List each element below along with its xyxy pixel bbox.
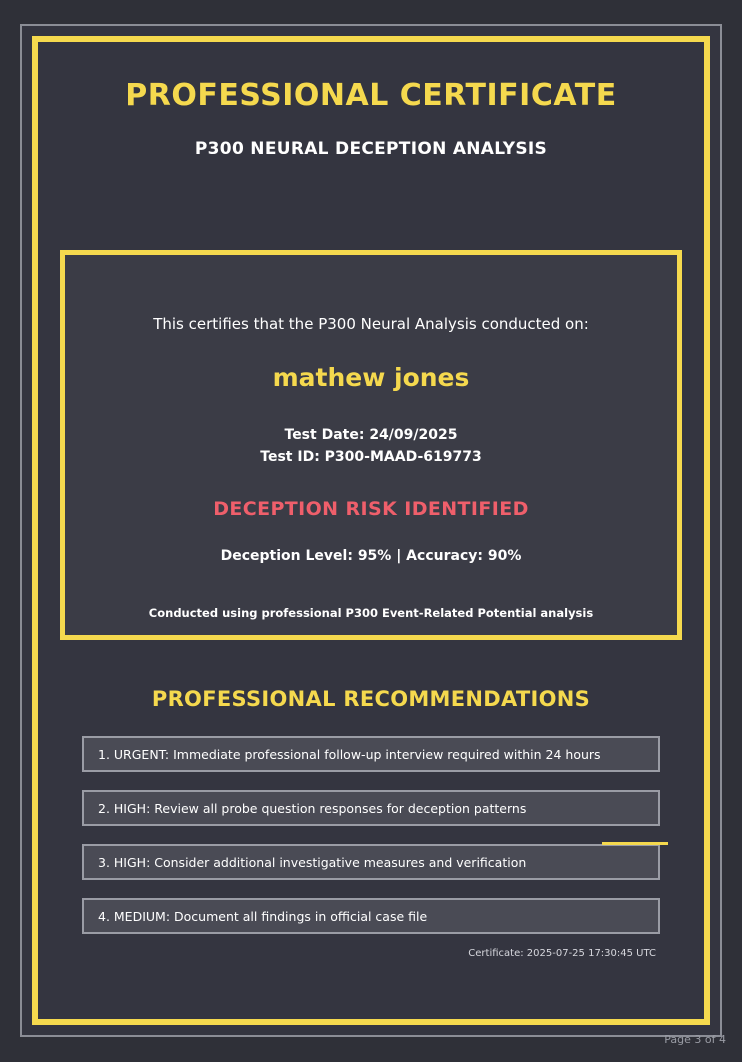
test-meta — [65, 424, 677, 468]
certificate-stamp: Certificate: 2025-07-25 17:30:45 UTC — [468, 948, 656, 959]
risk-banner: DECEPTION RISK IDENTIFIED — [213, 498, 529, 520]
certificate-details-box — [60, 250, 682, 640]
recommendation-text: 2. HIGH: Review all probe question responses for deception patterns — [98, 800, 527, 816]
deception-levels: Deception Level: 95% | Accuracy: 90% — [220, 548, 522, 564]
certifies-line: This certifies that the P300 Neural Analysis conducted on: — [153, 315, 589, 333]
method-note: Conducted using professional P300 Event-Related Potential analysis — [148, 606, 594, 620]
list-item — [82, 736, 660, 772]
list-item — [82, 844, 660, 880]
list-item — [82, 898, 660, 934]
test-id: Test ID: P300-MAAD-619773 — [260, 449, 482, 465]
recommendation-text: 4. MEDIUM: Document all findings in official case file — [98, 908, 428, 924]
page-title: PROFESSIONAL CERTIFICATE — [125, 78, 617, 113]
gold-accent-line — [602, 842, 668, 845]
test-date: Test Date: 24/09/2025 — [284, 427, 458, 443]
subject-name: mathew jones — [272, 363, 470, 392]
page-number: Page 3 of 4 — [664, 1033, 726, 1046]
recommendation-text: 1. URGENT: Immediate professional follow-up interview required within 24 hours — [98, 746, 601, 762]
certificate-content — [38, 42, 704, 1019]
recommendations-list — [82, 736, 660, 952]
recommendations-heading: PROFESSIONAL RECOMMENDATIONS — [151, 687, 591, 711]
page-subtitle: P300 NEURAL DECEPTION ANALYSIS — [194, 139, 548, 159]
recommendation-text: 3. HIGH: Consider additional investigative measures and verification — [98, 854, 527, 870]
list-item — [82, 790, 660, 826]
